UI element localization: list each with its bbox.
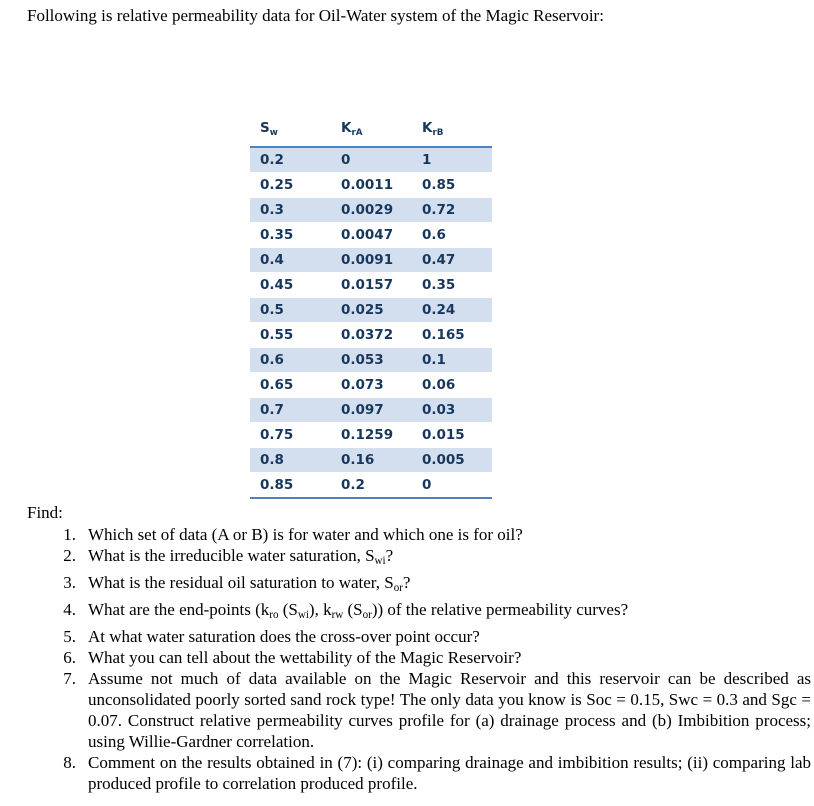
question-item (54, 599, 811, 626)
cell-sw: 0.7 (250, 398, 331, 423)
cell-sw: 0.4 (250, 248, 331, 273)
cell-krb: 0.24 (412, 298, 492, 323)
cell-krb: 0.47 (412, 248, 492, 273)
question-text: What you can tell about the wettability of the Magic Reservoir? (88, 648, 522, 667)
relative-permeability-table (250, 112, 492, 499)
table-row (250, 398, 492, 423)
question-item (54, 524, 811, 545)
question-item (54, 668, 811, 752)
table-row (250, 198, 492, 223)
cell-krb: 0 (412, 473, 492, 499)
table-row (250, 273, 492, 298)
cell-krb: 0.85 (412, 173, 492, 198)
cell-sw: 0.3 (250, 198, 331, 223)
question-text: Which set of data (A or B) is for water and which one is for oil? (88, 525, 523, 544)
cell-kra: 0 (331, 147, 412, 173)
cell-krb: 0.015 (412, 423, 492, 448)
cell-sw: 0.8 (250, 448, 331, 473)
question-number: 8. (63, 753, 76, 772)
cell-sw: 0.75 (250, 423, 331, 448)
find-label: Find: (27, 503, 63, 522)
cell-kra: 0.0011 (331, 173, 412, 198)
question-number: 1. (63, 525, 76, 544)
cell-sw: 0.45 (250, 273, 331, 298)
table-row (250, 173, 492, 198)
cell-sw: 0.6 (250, 348, 331, 373)
cell-sw: 0.55 (250, 323, 331, 348)
cell-kra: 0.2 (331, 473, 412, 499)
table-row (250, 323, 492, 348)
cell-krb: 0.165 (412, 323, 492, 348)
cell-kra: 0.0047 (331, 223, 412, 248)
question-number: 7. (63, 669, 76, 688)
table-row (250, 147, 492, 173)
header-kra: $K_{rA}$ (331, 112, 412, 147)
cell-krb: 0.35 (412, 273, 492, 298)
cell-krb: 0.1 (412, 348, 492, 373)
question-number: 6. (63, 648, 76, 667)
cell-kra: 0.0372 (331, 323, 412, 348)
cell-sw: 0.5 (250, 298, 331, 323)
cell-kra: 0.073 (331, 373, 412, 398)
question-item (54, 572, 811, 599)
question-text: What are the end-points ($k_{ro}$ $(S_{wi})$, $k_{rw}$ $(S_{or})$) of the relative permeability curves? (88, 600, 629, 621)
question-text: Assume not much of data available on the Magic Reservoir and this reservoir can be described as unconsolidated poorly sorted sand rock type! The only data you know is Soc = 0.15, Swc = 0.3 and Sgc = 0.07. Construct relative permeability curves profile for (a) drainage process and (b) Imbibition process; using Willie-Gardner correlation. (88, 669, 811, 751)
table-row (250, 248, 492, 273)
cell-sw: 0.85 (250, 473, 331, 499)
question-list (54, 524, 811, 794)
header-krb: $K_{rB}$ (412, 112, 492, 147)
cell-kra: 0.16 (331, 448, 412, 473)
cell-sw: 0.35 (250, 223, 331, 248)
header-sw: $S_w$ (250, 112, 331, 147)
table-row (250, 473, 492, 499)
question-item (54, 626, 811, 647)
cell-krb: 0.06 (412, 373, 492, 398)
table-row (250, 298, 492, 323)
question-text: Comment on the results obtained in (7): (i) comparing drainage and imbibition results; (ii) comparing lab produced profile to correlation produced profile. (88, 753, 811, 793)
cell-krb: 0.005 (412, 448, 492, 473)
intro-text: Following is relative permeability data for Oil-Water system of the Magic Reservoir: (27, 6, 604, 25)
table-row (250, 223, 492, 248)
table-row (250, 373, 492, 398)
cell-kra: 0.0091 (331, 248, 412, 273)
cell-sw: 0.65 (250, 373, 331, 398)
question-text: What is the residual oil saturation to water, $S_{or}$? (88, 573, 411, 594)
table-row (250, 423, 492, 448)
question-number: 3. (63, 573, 76, 592)
cell-kra: 0.1259 (331, 423, 412, 448)
table-body (250, 147, 492, 498)
cell-sw: 0.25 (250, 173, 331, 198)
cell-krb: 0.6 (412, 223, 492, 248)
cell-krb: 0.72 (412, 198, 492, 223)
cell-sw: 0.2 (250, 147, 331, 173)
question-number: 5. (63, 627, 76, 646)
cell-kra: 0.053 (331, 348, 412, 373)
cell-kra: 0.025 (331, 298, 412, 323)
question-item (54, 545, 811, 572)
question-text: What is the irreducible water saturation, $S_{wi}$? (88, 546, 394, 567)
cell-kra: 0.0157 (331, 273, 412, 298)
question-number: 4. (63, 600, 76, 619)
table-row (250, 448, 492, 473)
table-header-row (250, 112, 492, 147)
cell-krb: 0.03 (412, 398, 492, 423)
question-item (54, 647, 811, 668)
table-row (250, 348, 492, 373)
cell-krb: 1 (412, 147, 492, 173)
cell-kra: 0.0029 (331, 198, 412, 223)
cell-kra: 0.097 (331, 398, 412, 423)
question-item (54, 752, 811, 794)
question-number: 2. (63, 546, 76, 565)
question-text: At what water saturation does the cross-over point occur? (88, 627, 480, 646)
